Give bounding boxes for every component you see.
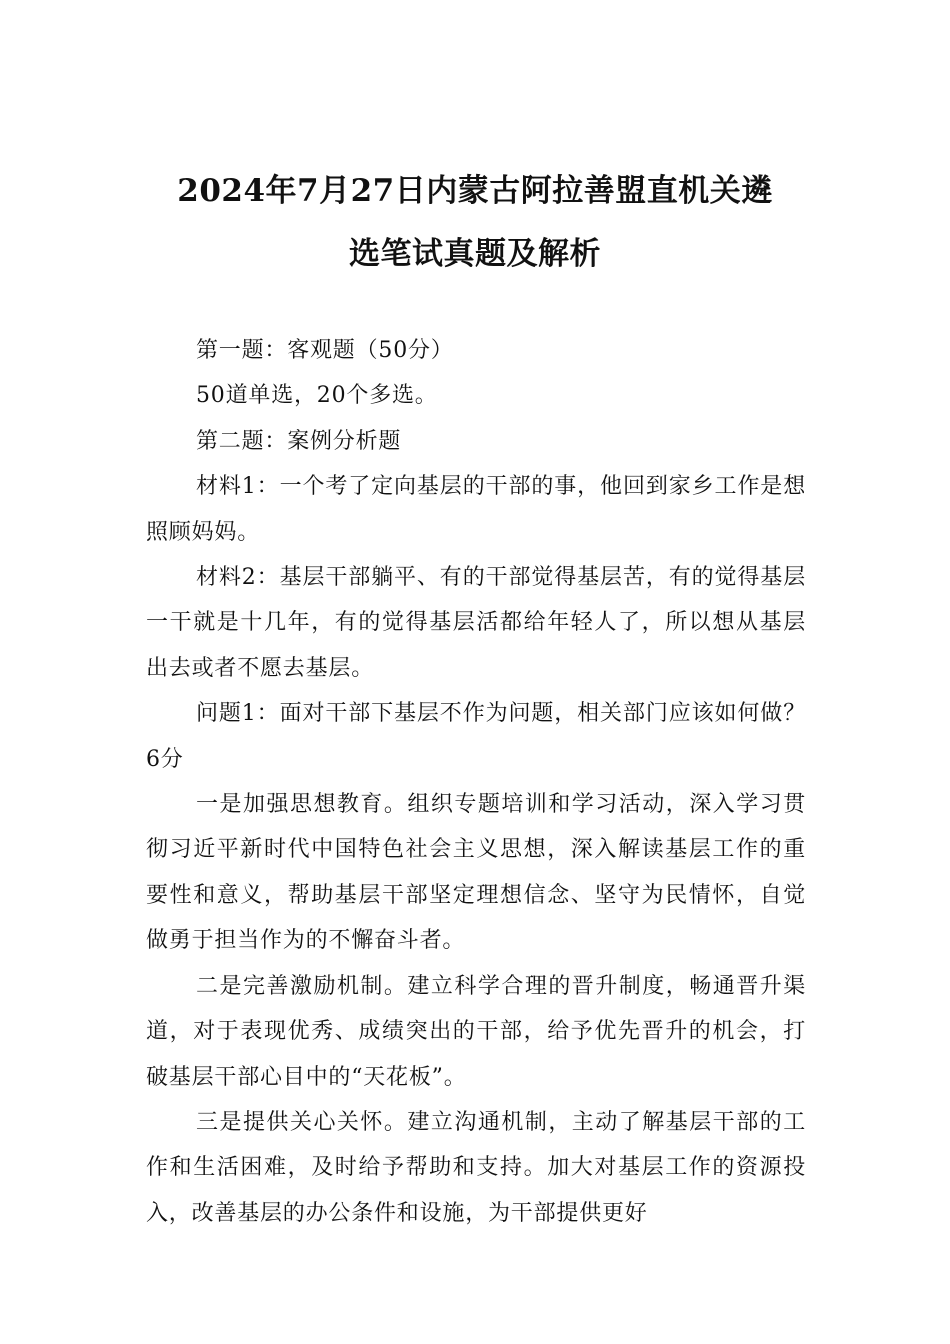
answer-point-3-paragraph: 三是提供关心关怀。建立沟通机制，主动了解基层干部的工作和生活困难，及时给予帮助和支持。加大对基层工作的资源投入，改善基层的办公条件和设施，为干部提供更好 [146,1109,806,1226]
title-line-1: 2024年7月27日内蒙古阿拉善盟直机关遴 [177,173,773,209]
material-1-paragraph: 材料1：一个考了定向基层的干部的事，他回到家乡工作是想照顾妈妈。 [146,474,806,545]
section-heading-objective: 第一题：客观题（50分） [196,338,454,363]
material-2-paragraph: 材料2：基层干部躺平、有的干部觉得基层苦，有的觉得基层一干就是十几年，有的觉得基层活都给年轻人了，所以想从基层出去或者不愿去基层。 [146,565,806,681]
document-title [140,160,810,286]
answer-point-2-paragraph: 二是完善激励机制。建立科学合理的晋升制度，畅通晋升渠道，对于表现优秀、成绩突出的干部，给予优先晋升的机会，打破基层干部心目中的“天花板”。 [146,973,806,1090]
question-1-paragraph: 问题1：面对干部下基层不作为问题，相关部门应该如何做？6分 [146,701,806,772]
title-line-2: 选笔试真题及解析 [349,236,601,272]
document-body [146,328,806,1236]
section-heading-case-analysis: 第二题：案例分析题 [196,428,402,454]
objective-description: 50道单选，20个多选。 [196,383,438,409]
answer-point-1-paragraph: 一是加强思想教育。组织专题培训和学习活动，深入学习贯彻习近平新时代中国特色社会主义思想，深入解读基层工作的重要性和意义，帮助基层干部坚定理想信念、坚守为民情怀，自觉做勇于担当作为的不懈奋斗者。 [146,792,806,954]
